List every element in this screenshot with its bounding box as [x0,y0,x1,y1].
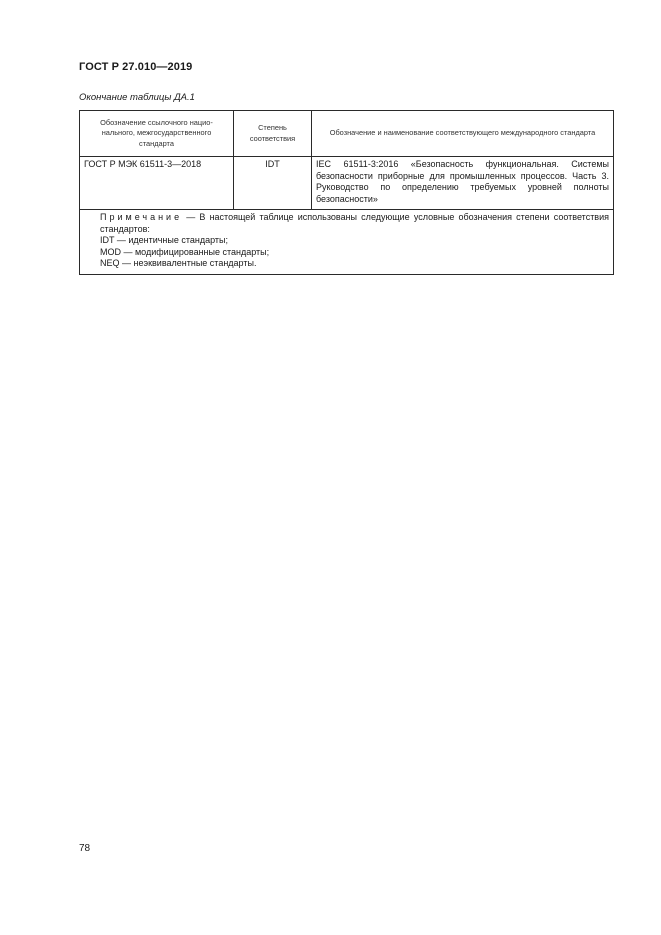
page-number: 78 [79,843,91,854]
cell-intl-standard: IEC 61511-3:2016 «Безопасность функциональная. Системы безопасности приборные для промышленных процессов. Часть 3. Руководство по определению требуемых уровней полноты безопасности» [312,157,614,210]
table-header-row [80,111,614,157]
note-intro-text: — В настоящей таблице использованы следующие условные обозначения степени соответствия стандартов: [100,212,609,234]
column-header-ref-standard: Обозначение ссылочного нацио-нального, межгосударственного стандарта [80,111,234,157]
standards-table-container [79,110,613,275]
column-header-degree: Степень соответствия [234,111,312,157]
cell-ref-standard: ГОСТ Р МЭК 61511-3—2018 [80,157,234,210]
note-item-mod: MOD — модифицированные стандарты; [100,246,270,257]
note-label: Примечание [100,212,183,222]
table-caption: Окончание таблицы ДА.1 [79,92,195,103]
note-intro [84,212,609,235]
standards-table [79,110,614,275]
note-item-idt: IDT — идентичные стандарты; [100,235,229,246]
cell-degree: IDT [234,157,312,210]
document-header: ГОСТ Р 27.010—2019 [79,61,193,73]
table-row [80,157,614,210]
table-note-row [80,210,614,275]
table-note [80,210,614,275]
column-header-intl-standard: Обозначение и наименование соответствующего международного стандарта [312,111,614,157]
note-item-neq: NEQ — неэквивалентные стандарты. [100,258,257,269]
